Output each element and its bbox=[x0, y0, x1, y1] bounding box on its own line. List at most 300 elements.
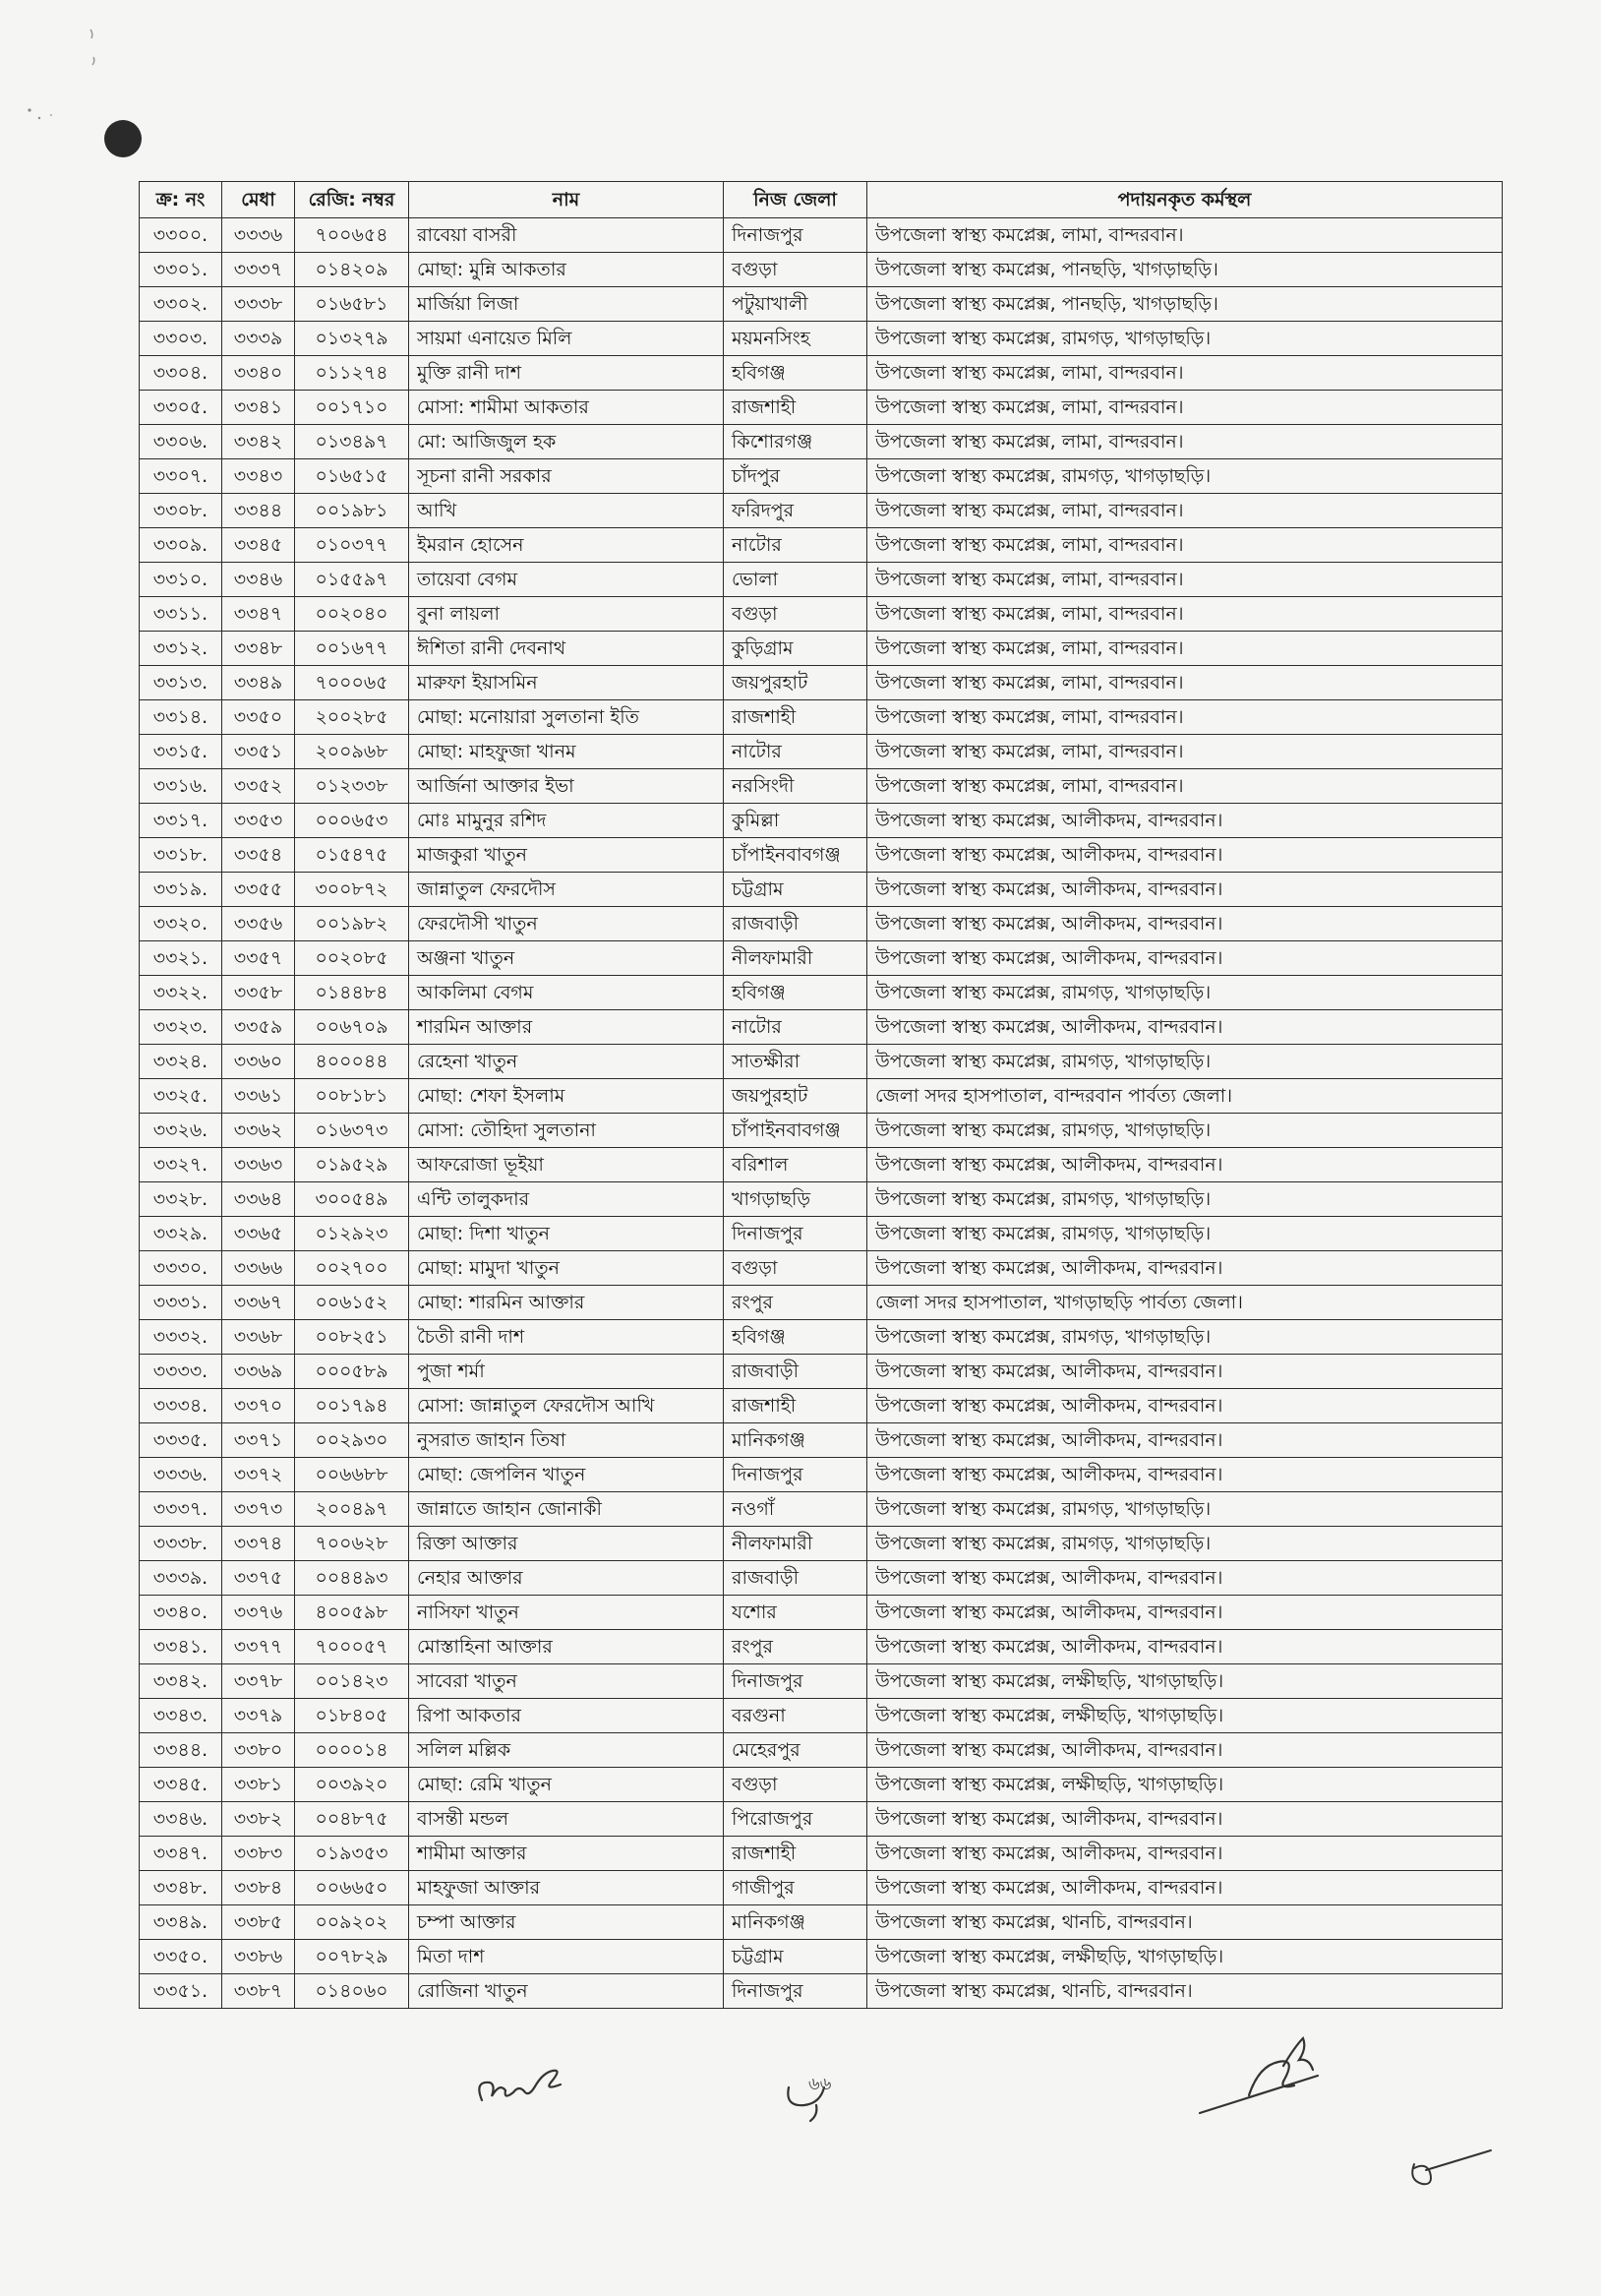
cell-posting-place: উপজেলা স্বাস্থ্য কমপ্লেক্স, লক্ষীছড়ি, খাগড়াছড়ি। bbox=[867, 1768, 1503, 1802]
cell-reg-no: ৭০০০৫৭ bbox=[295, 1630, 409, 1664]
cell-merit: ৩৩৫১ bbox=[222, 735, 295, 769]
cell-posting-place: উপজেলা স্বাস্থ্য কমপ্লেক্স, রামগড়, খাগড়াছড়ি। bbox=[867, 322, 1503, 356]
cell-reg-no: ০১৪২০৯ bbox=[295, 253, 409, 287]
table-row bbox=[140, 1733, 1503, 1768]
cell-reg-no: ০০১৯৮১ bbox=[295, 494, 409, 528]
cell-reg-no: ০০২০৪০ bbox=[295, 597, 409, 632]
cell-serial: ৩৩৩০. bbox=[140, 1251, 222, 1286]
cell-home-district: কিশোরগঞ্জ bbox=[724, 425, 867, 459]
cell-posting-place: উপজেলা স্বাস্থ্য কমপ্লেক্স, রামগড়, খাগড়াছড়ি। bbox=[867, 1320, 1503, 1355]
cell-merit: ৩৩৭৭ bbox=[222, 1630, 295, 1664]
table-row bbox=[140, 287, 1503, 322]
cell-merit: ৩৩৮১ bbox=[222, 1768, 295, 1802]
cell-merit: ৩৩৮৬ bbox=[222, 1940, 295, 1974]
cell-merit: ৩৩৫৭ bbox=[222, 941, 295, 976]
cell-serial: ৩৩৩৫. bbox=[140, 1423, 222, 1458]
cell-merit: ৩৩৭৩ bbox=[222, 1492, 295, 1527]
table-row bbox=[140, 494, 1503, 528]
cell-reg-no: ০০১৭৯৪ bbox=[295, 1389, 409, 1423]
cell-home-district: ময়মনসিংহ bbox=[724, 322, 867, 356]
cell-home-district: চাঁপাইনবাবগঞ্জ bbox=[724, 1114, 867, 1148]
cell-reg-no: ৭০০৬৫৪ bbox=[295, 218, 409, 253]
cell-reg-no: ০১৬৩৭৩ bbox=[295, 1114, 409, 1148]
cell-reg-no: ০১৬৫১৫ bbox=[295, 459, 409, 494]
cell-reg-no: ৩০০৮৭২ bbox=[295, 873, 409, 907]
cell-serial: ৩৩০২. bbox=[140, 287, 222, 322]
cell-reg-no: ৭০০৬২৮ bbox=[295, 1527, 409, 1561]
cell-merit: ৩৩৪৮ bbox=[222, 632, 295, 666]
cell-posting-place: উপজেলা স্বাস্থ্য কমপ্লেক্স, আলীকদম, বান্দরবান। bbox=[867, 1389, 1503, 1423]
cell-posting-place: উপজেলা স্বাস্থ্য কমপ্লেক্স, থানচি, বান্দরবান। bbox=[867, 1974, 1503, 2009]
cell-reg-no: ২০০২৮৫ bbox=[295, 700, 409, 735]
cell-merit: ৩৩৮৭ bbox=[222, 1974, 295, 2009]
cell-reg-no: ০১৩৪৯৭ bbox=[295, 425, 409, 459]
table-row bbox=[140, 941, 1503, 976]
cell-home-district: রাজবাড়ী bbox=[724, 1561, 867, 1596]
cell-merit: ৩৩৮৪ bbox=[222, 1871, 295, 1905]
table-row bbox=[140, 425, 1503, 459]
cell-home-district: রাজবাড়ী bbox=[724, 907, 867, 941]
cell-posting-place: উপজেলা স্বাস্থ্য কমপ্লেক্স, আলীকদম, বান্দরবান। bbox=[867, 1148, 1503, 1182]
cell-merit: ৩৩৫৩ bbox=[222, 804, 295, 838]
cell-posting-place: উপজেলা স্বাস্থ্য কমপ্লেক্স, রামগড়, খাগড়াছড়ি। bbox=[867, 1114, 1503, 1148]
cell-reg-no: ০১৮৪০৫ bbox=[295, 1699, 409, 1733]
cell-posting-place: উপজেলা স্বাস্থ্য কমপ্লেক্স, আলীকদম, বান্দরবান। bbox=[867, 1010, 1503, 1045]
table-row bbox=[140, 597, 1503, 632]
cell-reg-no: ০০১৬৭৭ bbox=[295, 632, 409, 666]
cell-home-district: যশোর bbox=[724, 1596, 867, 1630]
cell-posting-place: উপজেলা স্বাস্থ্য কমপ্লেক্স, লামা, বান্দরবান। bbox=[867, 356, 1503, 391]
cell-posting-place: উপজেলা স্বাস্থ্য কমপ্লেক্স, লামা, বান্দরবান। bbox=[867, 769, 1503, 804]
cell-posting-place: উপজেলা স্বাস্থ্য কমপ্লেক্স, থানচি, বান্দরবান। bbox=[867, 1905, 1503, 1940]
col-header-home-district: নিজ জেলা bbox=[724, 182, 867, 218]
table-row bbox=[140, 804, 1503, 838]
table-row bbox=[140, 1217, 1503, 1251]
col-header-merit: মেধা bbox=[222, 182, 295, 218]
cell-home-district: দিনাজপুর bbox=[724, 1664, 867, 1699]
cell-merit: ৩৩৭৬ bbox=[222, 1596, 295, 1630]
cell-serial: ৩৩৫০. bbox=[140, 1940, 222, 1974]
cell-home-district: গাজীপুর bbox=[724, 1871, 867, 1905]
cell-serial: ৩৩২৮. bbox=[140, 1182, 222, 1217]
cell-posting-place: উপজেলা স্বাস্থ্য কমপ্লেক্স, আলীকদম, বান্দরবান। bbox=[867, 1251, 1503, 1286]
cell-serial: ৩৩৩৮. bbox=[140, 1527, 222, 1561]
cell-name: সলিল মল্লিক bbox=[409, 1733, 724, 1768]
cell-serial: ৩৩৪১. bbox=[140, 1630, 222, 1664]
cell-name: আকলিমা বেগম bbox=[409, 976, 724, 1010]
cell-home-district: জয়পুরহাট bbox=[724, 666, 867, 700]
cell-serial: ৩৩৩১. bbox=[140, 1286, 222, 1320]
cell-home-district: হবিগঞ্জ bbox=[724, 1320, 867, 1355]
table-row bbox=[140, 1045, 1503, 1079]
cell-posting-place: উপজেলা স্বাস্থ্য কমপ্লেক্স, পানছড়ি, খাগড়াছড়ি। bbox=[867, 253, 1503, 287]
cell-serial: ৩৩৩৭. bbox=[140, 1492, 222, 1527]
cell-reg-no: ৪০০৫৯৮ bbox=[295, 1596, 409, 1630]
table-row bbox=[140, 735, 1503, 769]
cell-home-district: রাজশাহী bbox=[724, 1837, 867, 1871]
cell-reg-no: ৩০০৫৪৯ bbox=[295, 1182, 409, 1217]
cell-name: মোছা: জেপলিন খাতুন bbox=[409, 1458, 724, 1492]
cell-name: সূচনা রানী সরকার bbox=[409, 459, 724, 494]
cell-home-district: হবিগঞ্জ bbox=[724, 976, 867, 1010]
table-row bbox=[140, 700, 1503, 735]
cell-posting-place: জেলা সদর হাসপাতাল, বান্দরবান পার্বত্য জেলা। bbox=[867, 1079, 1503, 1114]
table-row bbox=[140, 769, 1503, 804]
cell-name: মোছা: মনোয়ারা সুলতানা ইতি bbox=[409, 700, 724, 735]
cell-reg-no: ০০১৭১০ bbox=[295, 391, 409, 425]
cell-merit: ৩৩৬০ bbox=[222, 1045, 295, 1079]
cell-merit: ৩৩৬৮ bbox=[222, 1320, 295, 1355]
cell-posting-place: উপজেলা স্বাস্থ্য কমপ্লেক্স, আলীকদম, বান্দরবান। bbox=[867, 1871, 1503, 1905]
cell-merit: ৩৩৫২ bbox=[222, 769, 295, 804]
cell-serial: ৩৩১২. bbox=[140, 632, 222, 666]
cell-home-district: হবিগঞ্জ bbox=[724, 356, 867, 391]
table-row bbox=[140, 1320, 1503, 1355]
cell-serial: ৩৩১৬. bbox=[140, 769, 222, 804]
cell-serial: ৩৩০৩. bbox=[140, 322, 222, 356]
cell-merit: ৩৩৫৪ bbox=[222, 838, 295, 873]
cell-posting-place: উপজেলা স্বাস্থ্য কমপ্লেক্স, লক্ষীছড়ি, খাগড়াছড়ি। bbox=[867, 1699, 1503, 1733]
cell-posting-place: উপজেলা স্বাস্থ্য কমপ্লেক্স, আলীকদম, বান্দরবান। bbox=[867, 1630, 1503, 1664]
cell-serial: ৩৩১৫. bbox=[140, 735, 222, 769]
cell-serial: ৩৩২৫. bbox=[140, 1079, 222, 1114]
cell-serial: ৩৩২০. bbox=[140, 907, 222, 941]
cell-merit: ৩৩৬৯ bbox=[222, 1355, 295, 1389]
signature-2 bbox=[1190, 2036, 1347, 2125]
cell-serial: ৩৩০৪. bbox=[140, 356, 222, 391]
cell-posting-place: উপজেলা স্বাস্থ্য কমপ্লেক্স, আলীকদম, বান্দরবান। bbox=[867, 1561, 1503, 1596]
cell-posting-place: উপজেলা স্বাস্থ্য কমপ্লেক্স, পানছড়ি, খাগড়াছড়ি। bbox=[867, 287, 1503, 322]
table-row bbox=[140, 356, 1503, 391]
table-row bbox=[140, 666, 1503, 700]
cell-merit: ৩৩৪৯ bbox=[222, 666, 295, 700]
cell-posting-place: উপজেলা স্বাস্থ্য কমপ্লেক্স, রামগড়, খাগড়াছড়ি। bbox=[867, 1527, 1503, 1561]
cell-merit: ৩৩৫৫ bbox=[222, 873, 295, 907]
cell-posting-place: উপজেলা স্বাস্থ্য কমপ্লেক্স, আলীকদম, বান্দরবান। bbox=[867, 1733, 1503, 1768]
cell-merit: ৩৩৫০ bbox=[222, 700, 295, 735]
cell-reg-no: ০১৪৪৮৪ bbox=[295, 976, 409, 1010]
cell-merit: ৩৩৬৩ bbox=[222, 1148, 295, 1182]
cell-merit: ৩৩৪৪ bbox=[222, 494, 295, 528]
cell-name: মুক্তি রানী দাশ bbox=[409, 356, 724, 391]
cell-name: মোছা: মুন্নি আকতার bbox=[409, 253, 724, 287]
cell-name: জান্নাতুল ফেরদৌস bbox=[409, 873, 724, 907]
cell-serial: ৩৩২৩. bbox=[140, 1010, 222, 1045]
table-row bbox=[140, 873, 1503, 907]
cell-name: এন্টি তালুকদার bbox=[409, 1182, 724, 1217]
table-row bbox=[140, 218, 1503, 253]
table-row bbox=[140, 1079, 1503, 1114]
cell-serial: ৩৩০০. bbox=[140, 218, 222, 253]
table-row bbox=[140, 563, 1503, 597]
cell-reg-no: ৭০০০৬৫ bbox=[295, 666, 409, 700]
cell-merit: ৩৩৮৩ bbox=[222, 1837, 295, 1871]
cell-reg-no: ০০৪৪৯৩ bbox=[295, 1561, 409, 1596]
cell-reg-no: ০০২৯৩০ bbox=[295, 1423, 409, 1458]
cell-home-district: বগুড়া bbox=[724, 253, 867, 287]
cell-posting-place: উপজেলা স্বাস্থ্য কমপ্লেক্স, লামা, বান্দরবান। bbox=[867, 494, 1503, 528]
cell-reg-no: ০০৮১৮১ bbox=[295, 1079, 409, 1114]
cell-home-district: ফরিদপুর bbox=[724, 494, 867, 528]
cell-merit: ৩৩৪৩ bbox=[222, 459, 295, 494]
cell-name: আর্জিনা আক্তার ইভা bbox=[409, 769, 724, 804]
cell-reg-no: ৪০০০৪৪ bbox=[295, 1045, 409, 1079]
cell-reg-no: ০০১৪২৩ bbox=[295, 1664, 409, 1699]
cell-reg-no: ০১২৯২৩ bbox=[295, 1217, 409, 1251]
cell-name: অঞ্জনা খাতুন bbox=[409, 941, 724, 976]
cell-serial: ৩৩৩৩. bbox=[140, 1355, 222, 1389]
table-header-row bbox=[140, 182, 1503, 218]
cell-posting-place: উপজেলা স্বাস্থ্য কমপ্লেক্স, লামা, বান্দরবান। bbox=[867, 425, 1503, 459]
cell-home-district: রাজশাহী bbox=[724, 391, 867, 425]
cell-name: মোছা: মাহফুজা খানম bbox=[409, 735, 724, 769]
cell-posting-place: উপজেলা স্বাস্থ্য কমপ্লেক্স, লামা, বান্দরবান। bbox=[867, 632, 1503, 666]
cell-name: মোঃ মামুনুর রশিদ bbox=[409, 804, 724, 838]
cell-name: মোসা: শামীমা আকতার bbox=[409, 391, 724, 425]
cell-merit: ৩৩৫৬ bbox=[222, 907, 295, 941]
cell-home-district: মানিকগঞ্জ bbox=[724, 1423, 867, 1458]
cell-name: বুনা লায়লা bbox=[409, 597, 724, 632]
cell-reg-no: ০১৯৩৫৩ bbox=[295, 1837, 409, 1871]
cell-home-district: পটুয়াখালী bbox=[724, 287, 867, 322]
cell-merit: ৩৩৭৪ bbox=[222, 1527, 295, 1561]
col-header-serial: ক্র: নং bbox=[140, 182, 222, 218]
cell-merit: ৩৩৭৯ bbox=[222, 1699, 295, 1733]
cell-name: রাবেয়া বাসরী bbox=[409, 218, 724, 253]
cell-serial: ৩৩১৩. bbox=[140, 666, 222, 700]
table-row bbox=[140, 1423, 1503, 1458]
cell-serial: ৩৩০৯. bbox=[140, 528, 222, 563]
table-row bbox=[140, 1148, 1503, 1182]
cell-home-district: দিনাজপুর bbox=[724, 218, 867, 253]
cell-name: পুজা শর্মা bbox=[409, 1355, 724, 1389]
table-row bbox=[140, 1114, 1503, 1148]
table-row bbox=[140, 1768, 1503, 1802]
cell-reg-no: ০০২৭০০ bbox=[295, 1251, 409, 1286]
cell-reg-no: ০১৯৫২৯ bbox=[295, 1148, 409, 1182]
table-row bbox=[140, 1010, 1503, 1045]
cell-merit: ৩৩৮২ bbox=[222, 1802, 295, 1837]
cell-posting-place: উপজেলা স্বাস্থ্য কমপ্লেক্স, লামা, বান্দরবান। bbox=[867, 218, 1503, 253]
cell-home-district: চট্টগ্রাম bbox=[724, 1940, 867, 1974]
cell-serial: ৩৩১০. bbox=[140, 563, 222, 597]
cell-name: রিক্তা আক্তার bbox=[409, 1527, 724, 1561]
cell-name: মোছা: দিশা খাতুন bbox=[409, 1217, 724, 1251]
cell-serial: ৩৩৩২. bbox=[140, 1320, 222, 1355]
cell-reg-no: ০০১৯৮২ bbox=[295, 907, 409, 941]
cell-name: আখি bbox=[409, 494, 724, 528]
cell-name: শারমিন আক্তার bbox=[409, 1010, 724, 1045]
table-row bbox=[140, 391, 1503, 425]
cell-home-district: রংপুর bbox=[724, 1286, 867, 1320]
cell-merit: ৩৩৬৫ bbox=[222, 1217, 295, 1251]
cell-name: রেহেনা খাতুন bbox=[409, 1045, 724, 1079]
table-body bbox=[140, 218, 1503, 2009]
cell-merit: ৩৩৭২ bbox=[222, 1458, 295, 1492]
cell-merit: ৩৩৬৬ bbox=[222, 1251, 295, 1286]
cell-name: মারুফা ইয়াসমিন bbox=[409, 666, 724, 700]
table-row bbox=[140, 1527, 1503, 1561]
cell-name: ফেরদৌসী খাতুন bbox=[409, 907, 724, 941]
table-row bbox=[140, 1871, 1503, 1905]
cell-reg-no: ০০০৫৮৯ bbox=[295, 1355, 409, 1389]
cell-merit: ৩৩৭৫ bbox=[222, 1561, 295, 1596]
cell-merit: ৩৩৭১ bbox=[222, 1423, 295, 1458]
cell-merit: ৩৩৩৯ bbox=[222, 322, 295, 356]
cell-serial: ৩৩২৯. bbox=[140, 1217, 222, 1251]
cell-posting-place: উপজেলা স্বাস্থ্য কমপ্লেক্স, লামা, বান্দরবান। bbox=[867, 700, 1503, 735]
cell-home-district: দিনাজপুর bbox=[724, 1974, 867, 2009]
cell-reg-no: ০০৩৯২০ bbox=[295, 1768, 409, 1802]
cell-reg-no: ০০৯২০২ bbox=[295, 1905, 409, 1940]
mark-8 bbox=[1396, 2125, 1505, 2213]
cell-name: চম্পা আক্তার bbox=[409, 1905, 724, 1940]
table-row bbox=[140, 976, 1503, 1010]
cell-posting-place: উপজেলা স্বাস্থ্য কমপ্লেক্স, আলীকদম, বান্দরবান। bbox=[867, 1458, 1503, 1492]
table-row bbox=[140, 838, 1503, 873]
cell-name: রিপা আকতার bbox=[409, 1699, 724, 1733]
cell-posting-place: উপজেলা স্বাস্থ্য কমপ্লেক্স, লামা, বান্দরবান। bbox=[867, 528, 1503, 563]
cell-name: ইমরান হোসেন bbox=[409, 528, 724, 563]
cell-name: ঈশিতা রানী দেবনাথ bbox=[409, 632, 724, 666]
cell-home-district: নীলফামারী bbox=[724, 941, 867, 976]
cell-serial: ৩৩১৪. bbox=[140, 700, 222, 735]
cell-home-district: রংপুর bbox=[724, 1630, 867, 1664]
cell-home-district: চাঁদপুর bbox=[724, 459, 867, 494]
cell-merit: ৩৩৪২ bbox=[222, 425, 295, 459]
cell-home-district: বরগুনা bbox=[724, 1699, 867, 1733]
cell-serial: ৩৩৪৯. bbox=[140, 1905, 222, 1940]
scan-specks bbox=[0, 0, 138, 138]
cell-home-district: বগুড়া bbox=[724, 1768, 867, 1802]
cell-name: চৈতী রানী দাশ bbox=[409, 1320, 724, 1355]
cell-serial: ৩৩২১. bbox=[140, 941, 222, 976]
cell-posting-place: উপজেলা স্বাস্থ্য কমপ্লেক্স, আলীকদম, বান্দরবান। bbox=[867, 1423, 1503, 1458]
col-header-reg-no: রেজি: নম্বর bbox=[295, 182, 409, 218]
cell-merit: ৩৩৩৭ bbox=[222, 253, 295, 287]
cell-reg-no: ০০৭৮২৯ bbox=[295, 1940, 409, 1974]
cell-reg-no: ০১৫৪৭৫ bbox=[295, 838, 409, 873]
cell-name: নাসিফা খাতুন bbox=[409, 1596, 724, 1630]
table-row bbox=[140, 1699, 1503, 1733]
cell-name: আফরোজা ভূইয়া bbox=[409, 1148, 724, 1182]
cell-reg-no: ২০০৯৬৮ bbox=[295, 735, 409, 769]
cell-merit: ৩৩৫৯ bbox=[222, 1010, 295, 1045]
cell-name: জান্নাতে জাহান জোনাকী bbox=[409, 1492, 724, 1527]
cell-name: মোসা: তৌহিদা সুলতানা bbox=[409, 1114, 724, 1148]
cell-posting-place: জেলা সদর হাসপাতাল, খাগড়াছড়ি পার্বত্য জেলা। bbox=[867, 1286, 1503, 1320]
table-row bbox=[140, 632, 1503, 666]
cell-merit: ৩৩৮৫ bbox=[222, 1905, 295, 1940]
cell-serial: ৩৩৪৬. bbox=[140, 1802, 222, 1837]
cell-posting-place: উপজেলা স্বাস্থ্য কমপ্লেক্স, রামগড়, খাগড়াছড়ি। bbox=[867, 1045, 1503, 1079]
cell-name: মিতা দাশ bbox=[409, 1940, 724, 1974]
cell-serial: ৩৩৪৪. bbox=[140, 1733, 222, 1768]
cell-reg-no: ০০০০১৪ bbox=[295, 1733, 409, 1768]
cell-posting-place: উপজেলা স্বাস্থ্য কমপ্লেক্স, লামা, বান্দরবান। bbox=[867, 597, 1503, 632]
cell-home-district: মেহেরপুর bbox=[724, 1733, 867, 1768]
cell-serial: ৩৩৫১. bbox=[140, 1974, 222, 2009]
cell-merit: ৩৩৩৮ bbox=[222, 287, 295, 322]
cell-posting-place: উপজেলা স্বাস্থ্য কমপ্লেক্স, আলীকদম, বান্দরবান। bbox=[867, 1837, 1503, 1871]
cell-home-district: খাগড়াছড়ি bbox=[724, 1182, 867, 1217]
cell-home-district: চাঁপাইনবাবগঞ্জ bbox=[724, 838, 867, 873]
cell-home-district: নাটোর bbox=[724, 528, 867, 563]
cell-reg-no: ০০৮২৫১ bbox=[295, 1320, 409, 1355]
cell-serial: ৩৩০৬. bbox=[140, 425, 222, 459]
posting-table bbox=[139, 181, 1503, 2009]
table-row bbox=[140, 1458, 1503, 1492]
cell-home-district: কুমিল্লা bbox=[724, 804, 867, 838]
cell-posting-place: উপজেলা স্বাস্থ্য কমপ্লেক্স, লামা, বান্দরবান। bbox=[867, 391, 1503, 425]
cell-serial: ৩৩২২. bbox=[140, 976, 222, 1010]
cell-home-district: দিনাজপুর bbox=[724, 1217, 867, 1251]
table-row bbox=[140, 1355, 1503, 1389]
cell-serial: ৩৩৪৩. bbox=[140, 1699, 222, 1733]
cell-name: তায়েবা বেগম bbox=[409, 563, 724, 597]
cell-home-district: রাজশাহী bbox=[724, 1389, 867, 1423]
cell-posting-place: উপজেলা স্বাস্থ্য কমপ্লেক্স, লামা, বান্দরবান। bbox=[867, 563, 1503, 597]
cell-merit: ৩৩৭৮ bbox=[222, 1664, 295, 1699]
cell-home-district: সাতক্ষীরা bbox=[724, 1045, 867, 1079]
cell-serial: ৩৩৪৮. bbox=[140, 1871, 222, 1905]
cell-merit: ৩৩৪০ bbox=[222, 356, 295, 391]
cell-name: মোছা: মামুদা খাতুন bbox=[409, 1251, 724, 1286]
cell-serial: ৩৩৪৭. bbox=[140, 1837, 222, 1871]
table-row bbox=[140, 1561, 1503, 1596]
page-number: ৬৬ bbox=[808, 2074, 832, 2094]
cell-home-district: নাটোর bbox=[724, 735, 867, 769]
cell-home-district: জয়পুরহাট bbox=[724, 1079, 867, 1114]
cell-serial: ৩৩৪০. bbox=[140, 1596, 222, 1630]
cell-posting-place: উপজেলা স্বাস্থ্য কমপ্লেক্স, রামগড়, খাগড়াছড়ি। bbox=[867, 1217, 1503, 1251]
cell-merit: ৩৩৬২ bbox=[222, 1114, 295, 1148]
cell-name: সাবেরা খাতুন bbox=[409, 1664, 724, 1699]
table-row bbox=[140, 1940, 1503, 1974]
cell-reg-no: ০০৬৬৮৮ bbox=[295, 1458, 409, 1492]
col-header-name: নাম bbox=[409, 182, 724, 218]
table-row bbox=[140, 1664, 1503, 1699]
cell-serial: ৩৩৩৪. bbox=[140, 1389, 222, 1423]
table-row bbox=[140, 1596, 1503, 1630]
table-row bbox=[140, 1492, 1503, 1527]
cell-name: মোস্তাহিনা আক্তার bbox=[409, 1630, 724, 1664]
table-row bbox=[140, 1802, 1503, 1837]
cell-name: সায়মা এনায়েত মিলি bbox=[409, 322, 724, 356]
cell-name: শামীমা আক্তার bbox=[409, 1837, 724, 1871]
cell-posting-place: উপজেলা স্বাস্থ্য কমপ্লেক্স, আলীকদম, বান্দরবান। bbox=[867, 873, 1503, 907]
table-row bbox=[140, 1837, 1503, 1871]
cell-home-district: চট্টগ্রাম bbox=[724, 873, 867, 907]
cell-home-district: পিরোজপুর bbox=[724, 1802, 867, 1837]
cell-posting-place: উপজেলা স্বাস্থ্য কমপ্লেক্স, রামগড়, খাগড়াছড়ি। bbox=[867, 459, 1503, 494]
cell-home-district: রাজবাড়ী bbox=[724, 1355, 867, 1389]
cell-name: মোছা: শেফা ইসলাম bbox=[409, 1079, 724, 1114]
table-row bbox=[140, 1974, 1503, 2009]
cell-reg-no: ০১০৩৭৭ bbox=[295, 528, 409, 563]
table-row bbox=[140, 459, 1503, 494]
cell-serial: ৩৩২৭. bbox=[140, 1148, 222, 1182]
cell-serial: ৩৩১১. bbox=[140, 597, 222, 632]
cell-posting-place: উপজেলা স্বাস্থ্য কমপ্লেক্স, আলীকদম, বান্দরবান। bbox=[867, 1355, 1503, 1389]
cell-name: মোসা: জান্নাতুল ফেরদৌস আখি bbox=[409, 1389, 724, 1423]
cell-posting-place: উপজেলা স্বাস্থ্য কমপ্লেক্স, আলীকদম, বান্দরবান। bbox=[867, 907, 1503, 941]
cell-home-district: নীলফামারী bbox=[724, 1527, 867, 1561]
table-row bbox=[140, 1182, 1503, 1217]
cell-serial: ৩৩২৪. bbox=[140, 1045, 222, 1079]
cell-reg-no: ০০৬৭০৯ bbox=[295, 1010, 409, 1045]
cell-home-district: কুড়িগ্রাম bbox=[724, 632, 867, 666]
